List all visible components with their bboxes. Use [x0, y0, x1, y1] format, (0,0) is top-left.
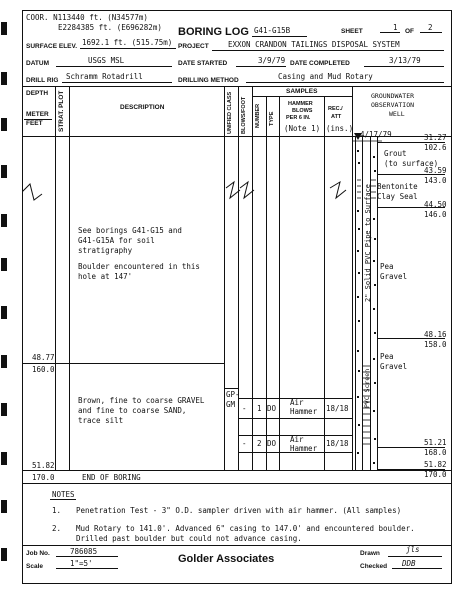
- end-of-boring: END OF BORING: [82, 473, 141, 482]
- type-header: TYPE: [269, 111, 275, 126]
- punch-mark: [1, 548, 7, 561]
- well-depth-m-5: 51.21: [424, 438, 447, 447]
- company-name: Golder Associates: [178, 553, 275, 565]
- unified-class-value: GP- GM: [226, 390, 240, 409]
- drill-rig-label: DRILL RIG: [26, 77, 59, 84]
- depth-feet-160: 160.0: [32, 365, 55, 374]
- rec-header-2: ATT: [331, 114, 342, 120]
- sheet-total: 2: [428, 23, 433, 32]
- pvc-pipe-label: 2" Solid PVC Pipe to Surface: [364, 183, 372, 302]
- punch-mark: [1, 306, 7, 319]
- blows-foot-header: BLOWS/FOOT: [241, 96, 247, 134]
- punch-mark: [1, 72, 7, 85]
- note-1-text: Penetration Test - 3" O.D. sampler driven with air hammer. (All samples): [76, 506, 402, 515]
- sample-1-rec: 18/18: [326, 404, 349, 413]
- rec-header-1: REC./: [328, 106, 343, 112]
- well-depth-m-3: 44.50: [424, 200, 447, 209]
- sample-1-number: 1: [257, 404, 262, 413]
- rec-header-3: (ins.): [326, 124, 354, 133]
- drilling-method-label: DRILLING METHOD: [178, 77, 239, 84]
- sheet-number: 1: [393, 23, 398, 32]
- date-started-value: 3/9/79: [258, 56, 286, 65]
- project-label: PROJECT: [178, 43, 209, 50]
- datum-label: DATUM: [26, 60, 49, 67]
- well-depth-ft-4: 158.0: [424, 340, 447, 349]
- checked-value: DDB: [402, 559, 416, 568]
- sample-2-blows: -: [242, 439, 247, 448]
- gw-header-3: WELL: [389, 110, 405, 118]
- scale-value: 1"=5': [70, 559, 93, 568]
- scale-label: Scale: [26, 563, 43, 570]
- well-depth-m-6: 51.82: [424, 460, 447, 469]
- pea-gravel-label-1: Pea Gravel: [380, 262, 408, 281]
- punch-mark: [1, 403, 7, 416]
- date-completed-label: DATE COMPLETED: [290, 60, 350, 67]
- note-2-number: 2.: [52, 524, 62, 533]
- well-depth-ft-6: 170.0: [424, 470, 447, 479]
- depth-meter-160: 48.77: [32, 353, 55, 362]
- punch-mark: [1, 165, 7, 178]
- datum-value: USGS MSL: [88, 56, 125, 65]
- punch-mark: [1, 452, 7, 465]
- hammer-header-3: PER 6 IN.: [286, 115, 311, 121]
- date-started-label: DATE STARTED: [178, 60, 228, 67]
- coord-east: E2284385 ft. (E696282m): [58, 23, 162, 32]
- unified-class-header: UNIFIED CLASS: [227, 91, 233, 134]
- sheet-label: SHEET: [341, 28, 363, 35]
- drawn-value: jls: [406, 545, 420, 554]
- note-2-line-2: Drilled past boulder but could not advance casing.: [76, 534, 302, 543]
- drill-rig-value: Schramm Rotadrill: [66, 72, 143, 81]
- date-completed-value: 3/13/79: [389, 56, 421, 65]
- description-gravel: Brown, fine to coarse GRAVEL and fine to coarse SAND, trace silt: [78, 396, 205, 425]
- sheet-of-label: OF: [405, 28, 415, 35]
- meter-header: METER: [26, 111, 49, 118]
- surface-elev-value: 1692.1 ft. (515.75m): [82, 38, 173, 47]
- description-reference: See borings G41-G15 and G41-G15A for soil stratigraphy: [78, 226, 182, 255]
- punch-mark: [1, 500, 7, 513]
- well-depth-ft-3: 146.0: [424, 210, 447, 219]
- coord-north: COOR. N113440 ft. (N34577m): [26, 13, 148, 22]
- sample-2-rec: 18/18: [326, 439, 349, 448]
- note-1-number: 1.: [52, 506, 62, 515]
- grout-label: Grout (to surface): [384, 149, 439, 168]
- punch-mark: [1, 258, 7, 271]
- well-depth-ft-5: 168.0: [424, 448, 447, 457]
- punch-mark: [1, 355, 7, 368]
- pvc-screen-label: PVC Screen: [363, 368, 371, 408]
- gw-header-1: GROUNDWATER: [371, 92, 415, 100]
- punch-mark: [1, 22, 7, 35]
- notes-heading: NOTES: [52, 490, 75, 499]
- boring-id: G41-G15B: [254, 26, 291, 35]
- punch-mark: [1, 118, 7, 131]
- sample-1-hammer: Air Hammer: [290, 398, 318, 416]
- surface-elev-label: SURFACE ELEV.: [26, 43, 78, 50]
- depth-header: DEPTH: [26, 90, 49, 97]
- project-value: EXXON CRANDON TAILINGS DISPOSAL SYSTEM: [228, 40, 400, 49]
- hammer-header-1: HAMMER: [288, 101, 313, 107]
- sample-1-type: DO: [267, 404, 277, 413]
- note-2-line-1: Mud Rotary to 141.0'. Advanced 6" casing to 147.0' and encountered boulder.: [76, 524, 415, 533]
- sample-2-hammer: Air Hammer: [290, 435, 318, 453]
- strat-plot-header: STRAT. PLOT: [58, 90, 65, 132]
- well-depth-m-4: 48.16: [424, 330, 447, 339]
- number-header: NUMBER: [255, 103, 261, 128]
- well-depth-m-2: 43.59: [424, 166, 447, 175]
- description-header: DESCRIPTION: [120, 104, 165, 111]
- gw-header-2: OBSERVATION: [371, 101, 415, 109]
- depth-feet-170: 170.0: [32, 473, 55, 482]
- sample-1-blows: -: [242, 404, 247, 413]
- well-depth-ft-2: 143.0: [424, 176, 447, 185]
- form-title: BORING LOG: [178, 26, 249, 38]
- sample-2-number: 2: [257, 439, 262, 448]
- water-level-date: 4/17/79: [360, 130, 392, 139]
- hammer-header-2: BLOWS: [292, 108, 313, 114]
- note-ref: (Note 1): [284, 124, 321, 133]
- pea-gravel-label-2: Pea Gravel: [380, 352, 408, 371]
- sample-2-type: DO: [267, 439, 277, 448]
- job-number-label: Job No.: [26, 550, 50, 557]
- drawn-label: Drawn: [360, 550, 380, 557]
- punch-mark: [1, 214, 7, 227]
- job-number-value: 786085: [70, 547, 98, 556]
- feet-header: FEET: [26, 120, 43, 127]
- checked-label: Checked: [360, 563, 388, 570]
- description-boulder: Boulder encountered in this hole at 147': [78, 262, 200, 281]
- drilling-method-value: Casing and Mud Rotary: [278, 72, 373, 81]
- depth-meter-170: 51.82: [32, 461, 55, 470]
- samples-header: SAMPLES: [286, 88, 318, 95]
- well-depth-m-1: 31.27: [424, 133, 447, 142]
- well-depth-ft-1: 102.6: [424, 143, 447, 152]
- bentonite-label: Bentonite Clay Seal: [377, 182, 418, 201]
